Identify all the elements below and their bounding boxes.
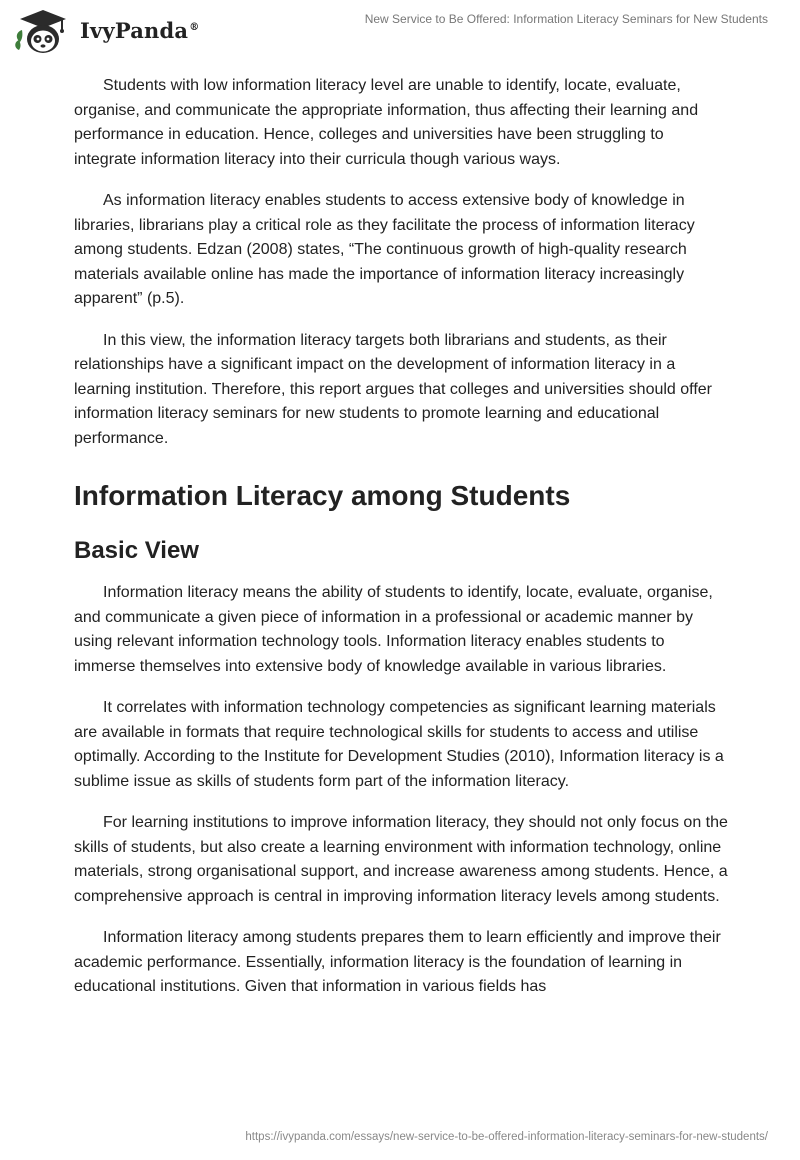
ivypanda-logo-icon[interactable]: [14, 8, 72, 56]
article-body: [74, 74, 730, 1017]
paragraph: It correlates with information technology competencies as significant learning materials are available in formats that require technological skills for students to access and utilise optimally. According to the Institute for Development Studies (2010), Information literacy is a sublime issue as skills of students form part of the information literacy.: [74, 699, 724, 790]
paragraph: Information literacy among students prepares them to learn efficiently and improve their academic performance. Essentially, information literacy is the foundation of learning in educational institutions. Given that information in various fields has: [74, 929, 721, 995]
subsection-heading: Basic View: [74, 537, 199, 564]
source-url-link[interactable]: https://ivypanda.com/essays/new-service-to-be-offered-information-literacy-seminars-for-new-students/: [245, 1131, 768, 1143]
section-heading: Information Literacy among Students: [74, 480, 571, 511]
paragraph: As information literacy enables students to access extensive body of knowledge in libraries, librarians play a critical role as they facilitate the process of information literacy among students. Edzan (2008) states, “The continuous growth of high-quality research materials available online has made the importance of information literacy increasingly apparent” (p.5).: [74, 192, 695, 307]
paragraph: Information literacy means the ability of students to identify, locate, evaluate, organise, and communicate a given piece of information in a professional or academic manner by using relevant information technology tools. Information literacy enables students to immerse themselves into extensive body of knowledge available in various libraries.: [74, 584, 713, 675]
paragraph: For learning institutions to improve information literacy, they should not only focus on the skills of students, but also create a learning environment with information technology, online materials, strong organisational support, and increase awareness among students. Hence, a comprehensive approach is central in improving information literacy levels among students.: [74, 814, 728, 905]
brand-name[interactable]: IvyPanda®: [80, 18, 200, 43]
document-title: New Service to Be Offered: Information Literacy Seminars for New Students: [364, 12, 768, 26]
page-header: [0, 0, 800, 70]
paragraph: Students with low information literacy level are unable to identify, locate, evaluate, organise, and communicate the appropriate information, thus affecting their learning and performance in education. Hence, colleges and universities have been struggling to integrate information literacy into their curricula though various ways.: [74, 77, 699, 168]
paragraph: In this view, the information literacy targets both librarians and students, as their relationships have a significant impact on the development of information literacy in a learning institution. Therefore, this report argues that colleges and universities should offer information literacy seminars for new students to promote learning and educational performance.: [74, 331, 712, 447]
